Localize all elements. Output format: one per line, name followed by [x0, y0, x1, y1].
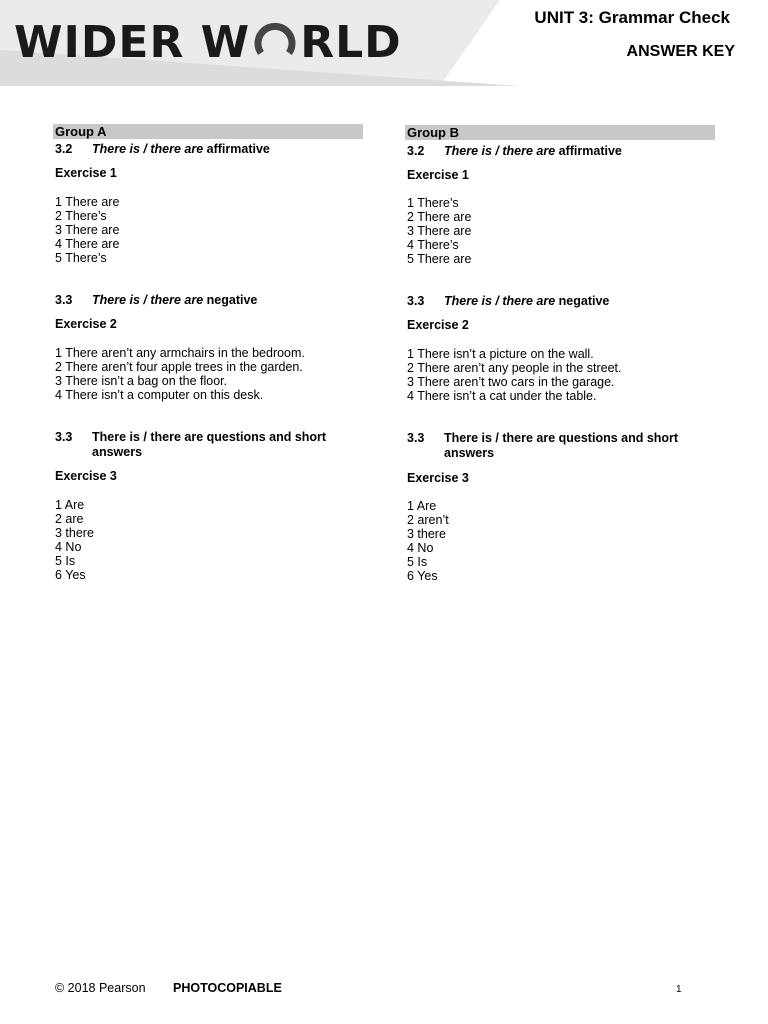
group-a-exercise-3-label: Exercise 3	[55, 469, 117, 483]
answer-item: 1 There are	[55, 195, 120, 209]
wider-world-logo	[14, 16, 402, 70]
answer-item: 6 Yes	[407, 569, 438, 583]
section-title-rest: negative	[555, 294, 610, 308]
section-title-rest: affirmative	[555, 144, 622, 158]
answer-item: 4 There isn’t a computer on this desk.	[55, 388, 264, 402]
group-b-exercise-1-answers	[407, 196, 471, 266]
answer-item: 4 There isn’t a cat under the table.	[407, 389, 597, 403]
answer-item: 2 aren’t	[407, 513, 449, 527]
answer-item: 2 There aren’t any people in the street.	[407, 361, 622, 375]
answer-item: 1 Are	[407, 499, 437, 513]
answer-item: 4 No	[407, 541, 434, 555]
group-a-column	[53, 124, 363, 582]
section-number: 3.2	[55, 142, 73, 156]
section-title-italic: There is / there are	[444, 144, 556, 158]
answer-item: 2 There’s	[55, 209, 107, 223]
answer-item: 3 There aren’t two cars in the garage.	[407, 375, 615, 389]
answer-item: 3 There are	[407, 224, 472, 238]
answer-item: 5 There’s	[55, 251, 107, 265]
section-title-italic: There is / there are	[92, 293, 204, 307]
logo-text-right: RLD	[300, 17, 402, 68]
answer-item: 1 There’s	[407, 196, 459, 210]
answer-item: 5 Is	[407, 555, 428, 569]
answer-item: 3 There are	[55, 223, 120, 237]
section-title	[92, 142, 352, 157]
answer-item: 3 there	[407, 527, 446, 541]
group-a-exercise-3-answers	[55, 498, 94, 582]
answer-key-title: ANSWER KEY	[626, 43, 735, 60]
group-a-exercise-2-label: Exercise 2	[55, 317, 117, 331]
group-a-exercise-1-label: Exercise 1	[55, 166, 117, 180]
section-title-italic: There is / there are	[444, 294, 556, 308]
group-b-heading: Group B	[405, 125, 715, 140]
group-a-heading: Group A	[53, 124, 363, 139]
answer-item: 4 There are	[55, 237, 120, 251]
section-number: 3.2	[407, 144, 425, 158]
group-b-exercise-3-label: Exercise 3	[407, 471, 469, 485]
group-b-column	[405, 124, 715, 583]
section-number: 3.3	[407, 431, 425, 445]
answer-item: 6 Yes	[55, 568, 86, 582]
section-title	[444, 294, 704, 309]
section-title-rest: negative	[203, 293, 258, 307]
section-title-rest: affirmative	[203, 142, 270, 156]
answer-item: 4 There’s	[407, 238, 459, 252]
group-b-exercise-2-label: Exercise 2	[407, 318, 469, 332]
answer-item: 2 There are	[407, 210, 472, 224]
section-number: 3.3	[55, 293, 73, 307]
answer-item: 1 There isn’t a picture on the wall.	[407, 347, 594, 361]
section-title-italic: There is / there are	[92, 142, 204, 156]
answer-item: 4 No	[55, 540, 82, 554]
answer-item: 3 there	[55, 526, 94, 540]
group-b-exercise-2-answers	[407, 347, 622, 403]
answer-item: 2 There aren’t four apple trees in the garden.	[55, 360, 303, 374]
page-number: 1	[676, 984, 682, 995]
answer-item: 3 There isn’t a bag on the floor.	[55, 374, 228, 388]
answer-item: 1 Are	[55, 498, 85, 512]
logo-o-arc-icon	[251, 17, 299, 65]
group-a-exercise-1-answers	[55, 195, 119, 265]
unit-title: UNIT 3: Grammar Check	[534, 8, 730, 27]
answer-item: 1 There aren’t any armchairs in the bedroom.	[55, 346, 305, 360]
group-a-exercise-2-answers	[55, 346, 305, 402]
section-number: 3.3	[55, 430, 73, 444]
footer-photocopiable: PHOTOCOPIABLE	[173, 981, 282, 995]
section-title	[92, 293, 352, 308]
answer-item: 2 are	[55, 512, 84, 526]
footer-copyright: © 2018 Pearson	[55, 981, 146, 995]
logo-text-left: WIDER W	[14, 17, 251, 68]
group-b-exercise-1-label: Exercise 1	[407, 168, 469, 182]
answer-item: 5 Is	[55, 554, 76, 568]
section-title: There is / there are questions and short answers	[444, 431, 679, 460]
group-b-exercise-3-answers	[407, 499, 449, 583]
section-number: 3.3	[407, 294, 425, 308]
section-title	[444, 144, 704, 159]
section-title: There is / there are questions and short answers	[92, 430, 327, 459]
answer-item: 5 There are	[407, 252, 472, 266]
